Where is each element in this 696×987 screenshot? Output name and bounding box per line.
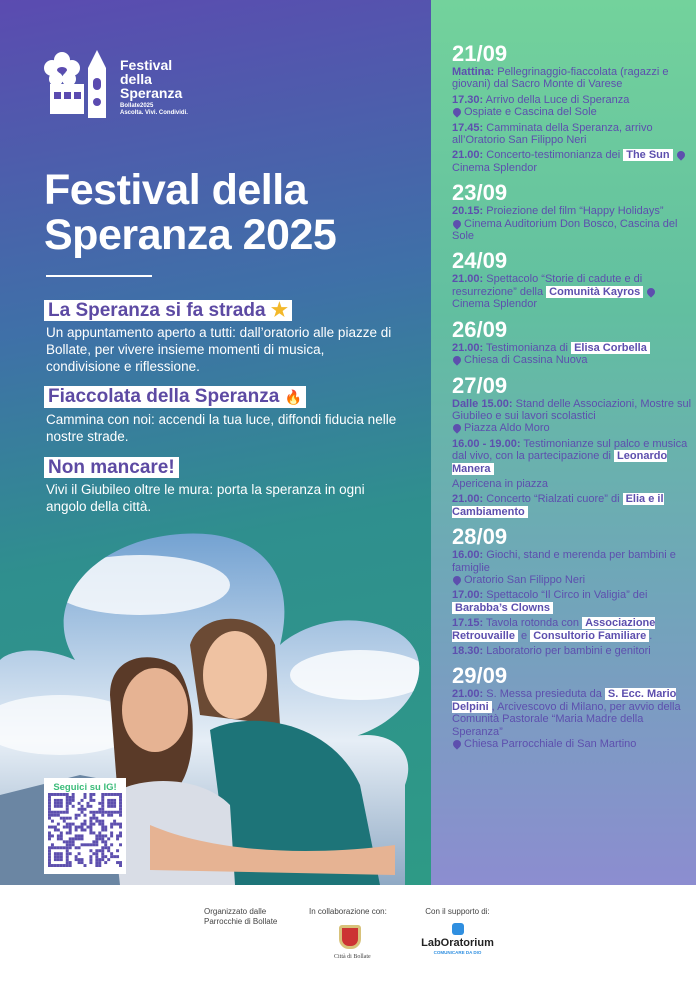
day-29-09 — [452, 664, 692, 750]
event-text: Concerto-testimonianza dei — [483, 149, 624, 162]
day-date: 24/09 — [452, 248, 508, 274]
day-24-09 — [452, 249, 692, 310]
event-text: Apericena in piazza — [452, 477, 549, 490]
event-highlight: Comunità Kayros — [546, 286, 643, 298]
event-highlight: Barabba’s Clowns — [452, 602, 553, 614]
event-item — [452, 342, 692, 367]
logo-line: Speranza — [120, 85, 183, 101]
day-date: 28/09 — [452, 524, 508, 550]
event-location: Chiesa Parrocchiale di San Martino — [452, 738, 692, 750]
star-icon: ★ — [270, 300, 288, 321]
support-name: LabOratorium — [421, 937, 494, 949]
support-label: Con il supporto di: — [425, 907, 490, 916]
event-time: 20.15: — [452, 205, 484, 218]
flower-tower-logo-icon — [44, 46, 116, 121]
event-text: Arrivo della Luce di Speranza — [483, 93, 630, 106]
event-time: Mattina: — [452, 66, 495, 78]
event-text: Testimonianze sul palco e musica dal vivo, con la partecipazione di — [452, 437, 688, 463]
event-item — [452, 493, 692, 518]
section-heading: Fiaccolata della Speranza 🔥 — [44, 386, 306, 408]
map-pin-icon — [451, 107, 462, 118]
map-pin-icon — [451, 354, 462, 365]
event-time: 21.00: — [452, 273, 484, 286]
event-text: Concerto “Rialzati cuore” di — [483, 493, 623, 506]
event-time: 17.15: — [452, 617, 484, 630]
section-speranza — [44, 300, 394, 375]
event-time: 17.45: — [452, 121, 484, 134]
map-pin-icon — [675, 150, 686, 161]
section-body: Vivi il Giubileo oltre le mura: porta la speranza in ogni angolo della città. — [46, 482, 365, 514]
section-heading: La Speranza si fa strada ★ — [44, 300, 292, 321]
event-time: 17.30: — [452, 93, 484, 106]
event-highlight: Elisa Corbella — [571, 342, 650, 354]
event-time: 21.00: — [452, 493, 484, 506]
section-body: Un appuntamento aperto a tutti: dall’oratorio alle piazze di Bollate, per vivere insieme momenti di musica, condivisione e riflessione. — [46, 325, 392, 374]
flame-icon: 🔥 — [284, 389, 302, 405]
title-line: Speranza 2025 — [44, 211, 337, 259]
day-date: 26/09 — [452, 316, 508, 342]
event-time: 21.00: — [452, 688, 484, 701]
day-27-09 — [452, 374, 692, 519]
event-text: Giochi, stand e merenda per bambini e famiglie — [452, 549, 676, 574]
event-text: Laboratorio per bambini e genitori — [483, 645, 651, 657]
event-text: S. Messa presieduta da — [483, 688, 605, 701]
map-pin-icon — [451, 738, 462, 749]
qr-label: Seguici su IG! — [53, 782, 117, 793]
day-23-09 — [452, 181, 692, 242]
event-location: Oratorio San Filippo Neri — [452, 574, 692, 586]
day-date: 21/09 — [452, 41, 508, 66]
section-body: Cammina con noi: accendi la tua luce, diffondi fiducia nelle nostre strade. — [46, 412, 397, 444]
event-text: Proiezione del film “Happy Holidays” — [483, 205, 664, 218]
event-item — [452, 205, 692, 242]
event-time: 16.00: — [452, 549, 484, 562]
event-highlight: Consultorio Familiare — [530, 630, 649, 642]
map-pin-icon — [451, 218, 462, 229]
event-item — [452, 438, 692, 475]
day-date: 23/09 — [452, 180, 508, 206]
event-item — [452, 273, 692, 310]
schedule — [452, 42, 692, 757]
event-location: Ospiate e Cascina del Sole — [452, 106, 692, 118]
laboratorium-logo-icon — [452, 923, 464, 935]
footer-organized: Organizzato dalle Parrocchie di Bollate — [204, 907, 278, 926]
event-location: Cinema Auditorium Don Bosco, Cascina del Sole — [452, 217, 678, 243]
event-item — [452, 149, 692, 174]
event-time: 16.00 - 19.00: — [452, 437, 521, 450]
event-item — [452, 398, 692, 435]
title-line: Festival della — [44, 166, 308, 214]
day-21-09 — [452, 42, 692, 174]
festival-logo — [44, 46, 204, 121]
event-time: 21.00: — [452, 341, 484, 354]
day-date: 29/09 — [452, 663, 508, 689]
bollate-crest-icon — [339, 925, 361, 949]
event-item — [452, 549, 692, 586]
event-highlight: Associazione Retrouvaille — [452, 617, 656, 642]
instagram-qr[interactable] — [44, 778, 126, 874]
event-time: Dalle 15.00: — [452, 397, 513, 410]
event-text: Tavola rotonda con — [483, 617, 583, 630]
page-title — [44, 168, 336, 258]
event-item — [452, 94, 692, 119]
logo-tagline: Ascolta. Vivi. Condividi. — [120, 110, 188, 116]
event-text: . — [649, 629, 653, 642]
day-26-09 — [452, 318, 692, 367]
event-item — [452, 617, 692, 642]
event-text: Spettacolo “Storie di cadute e di resurrezione” della — [452, 273, 643, 298]
collab-name: Città di Bollate — [334, 954, 371, 960]
event-time: 21.00: — [452, 149, 484, 162]
map-pin-icon — [451, 423, 462, 434]
support-tag: COMUNICARE DA DIO — [433, 950, 482, 955]
event-text: Pellegrinaggio-fiaccolata (ragazzi e giovani) dal Sacro Monte di Varese — [452, 66, 669, 91]
logo-line: Festival — [120, 57, 173, 73]
logo-tag: Bollate2025 — [120, 103, 154, 109]
event-location: Chiesa di Cassina Nuova — [452, 354, 692, 366]
event-text: , Arcivescovo di Milano, per avvio della Comunità Pastorale “Maria Madre della Speranza” — [452, 700, 681, 738]
event-highlight: S. Ecc. Mario Delpini — [452, 688, 677, 713]
event-text: e — [517, 629, 531, 642]
qr-code-icon — [48, 793, 122, 867]
event-highlight: Leonardo Manera — [452, 450, 668, 475]
footer-collab — [309, 907, 404, 962]
map-pin-icon — [451, 574, 462, 585]
footer-support — [415, 907, 500, 958]
event-time: 18.30: — [452, 645, 484, 657]
event-item — [452, 122, 692, 147]
event-highlight: The Sun — [623, 149, 672, 161]
event-text: Camminata della Speranza, arrivo all’Oratorio San Filippo Neri — [452, 121, 653, 147]
event-location: Piazza Aldo Moro — [452, 422, 692, 434]
event-item — [452, 589, 692, 614]
collab-label: In collaborazione con: — [309, 907, 387, 916]
logo-line: della — [120, 71, 152, 87]
event-item — [452, 688, 692, 750]
event-item — [452, 645, 692, 657]
day-28-09 — [452, 525, 692, 657]
event-location: Cinema Splendor — [452, 286, 658, 310]
section-non-mancare — [44, 457, 374, 515]
day-date: 27/09 — [452, 372, 508, 398]
event-highlight: Elia e il Cambiamento — [452, 493, 664, 518]
event-text: Spettacolo “Il Circo in Valigia” dei — [483, 589, 648, 602]
section-heading: Non mancare! — [44, 457, 179, 478]
section-fiaccolata — [44, 386, 424, 445]
event-text: Testimonianza di — [483, 341, 572, 354]
event-text: Stand delle Associazioni, Mostre sul Giubileo e sui lavori scolastici — [452, 397, 692, 422]
map-pin-icon — [646, 286, 657, 297]
event-item — [452, 66, 692, 91]
divider — [46, 275, 152, 277]
event-time: 17.00: — [452, 589, 484, 602]
event-item — [452, 478, 692, 490]
event-location: Cinema Splendor — [452, 149, 688, 173]
